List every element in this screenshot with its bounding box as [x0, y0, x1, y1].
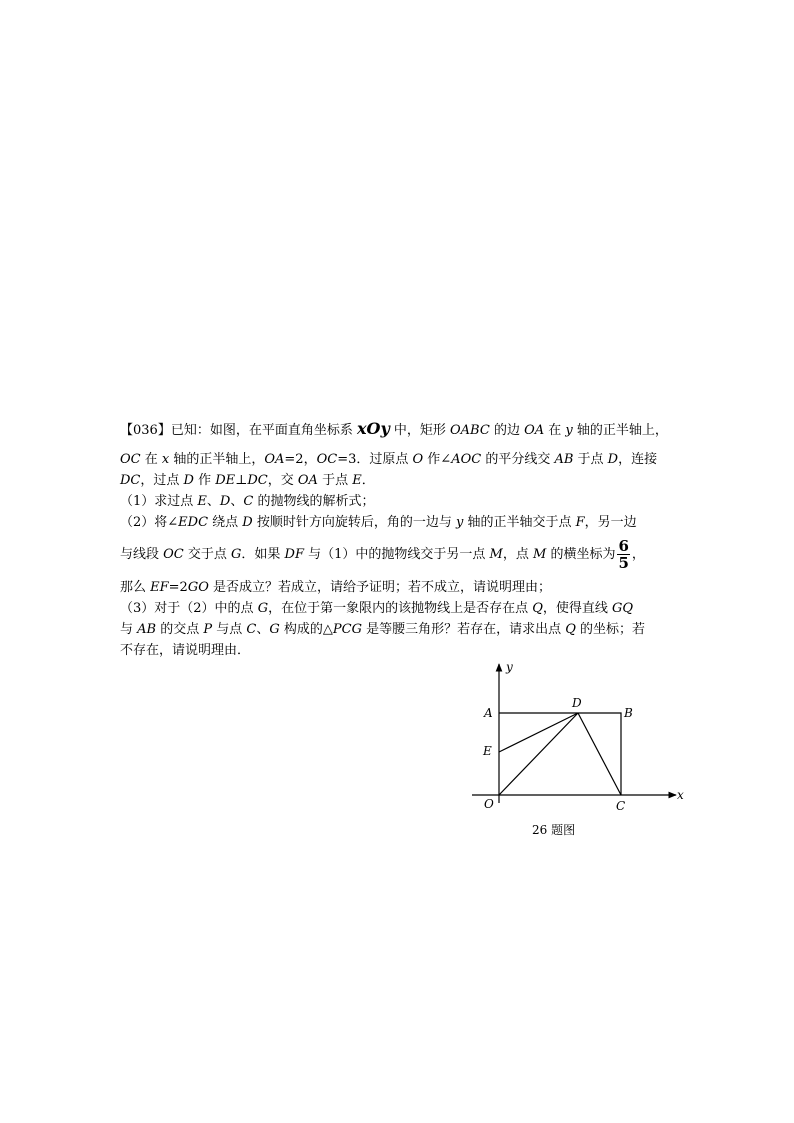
segment-ed: [499, 713, 578, 752]
question-2-line-3: 那么 EF=2GO 是否成立？若成立，请给予证明；若不成立，请说明理由；: [120, 580, 552, 595]
point-c-label: C: [616, 799, 626, 813]
fraction-six-fifths: $\frac{6}{5}$: [618, 537, 629, 572]
x-axis-label: x: [677, 788, 684, 802]
geometry-figure: [470, 658, 690, 843]
point-a-label: A: [484, 706, 493, 720]
problem-line-1: 【036】已知：如图，在平面直角坐标系 xOy 中，矩形 OABC 的边 OA 在 y 轴的正半轴上，: [120, 419, 668, 438]
question-3-line-2: 与 AB 的交点 P 与点 C、G 构成的△PCG 是等腰三角形？若存在，请求出点 Q 的坐标；若: [120, 622, 646, 637]
point-o-label: O: [484, 797, 494, 811]
problem-number: 【036】: [120, 423, 171, 438]
question-1: （1）求过点 E、D、C 的抛物线的解析式；: [120, 494, 375, 509]
segment-dc: [578, 713, 621, 795]
segment-od: [499, 713, 578, 795]
figure-caption: 26 题图: [532, 823, 576, 837]
question-2-line-1: （2）将∠EDC 绕点 D 按顺时针方向旋转后，角的一边与 y 轴的正半轴交于点 F，另一边: [120, 515, 637, 530]
problem-text: [120, 418, 680, 661]
question-2-line-2: 与线段 OC 交于点 G．如果 DF 与（1）中的抛物线交于另一点 M，点 M 的横坐标为 $\frac{6}{5}$ ，: [120, 537, 645, 572]
question-3-line-1: （3）对于（2）中的点 G，在位于第一象限内的该抛物线上是否存在点 Q，使得直线 GQ: [120, 601, 634, 616]
question-3-line-3: 不存在，请说明理由．: [120, 643, 251, 658]
y-axis-label: y: [506, 660, 513, 674]
rectangle-oabc: [499, 713, 621, 795]
problem-line-2: OC 在 x 轴的正半轴上，OA=2，OC=3．过原点 O 作∠AOC 的平分线交 AB 于点 D，连接: [120, 452, 658, 467]
point-e-label: E: [483, 744, 492, 758]
point-b-label: B: [624, 706, 633, 720]
figure-drawing: [470, 658, 690, 843]
problem-line-3: DC，过点 D 作 DE⊥DC，交 OA 于点 E．: [120, 473, 375, 488]
point-d-label: D: [572, 696, 582, 710]
